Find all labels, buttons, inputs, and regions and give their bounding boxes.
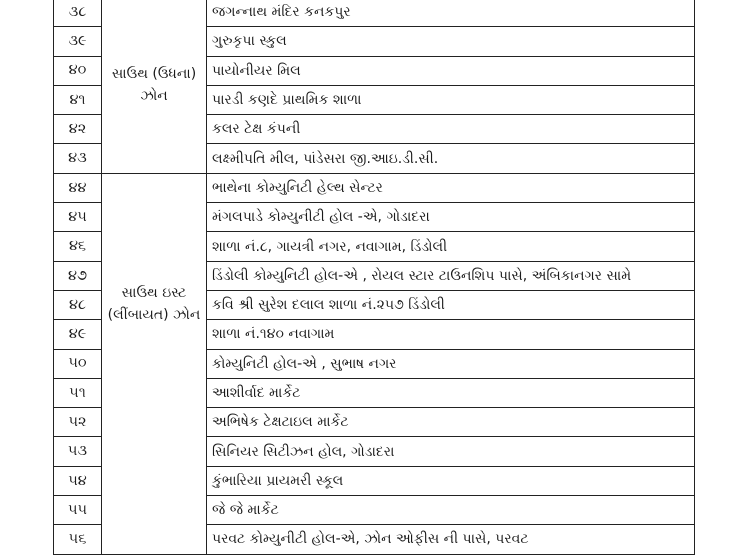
place-name: ડિંડોલી કોમ્યુનિટી હોલ-એ , રોયલ સ્ટાર ટાઉનશિપ પાસે, અંબિકાનગર સામે xyxy=(207,261,695,290)
row-number: ૪૬ xyxy=(54,232,102,261)
row-number: ૪૯ xyxy=(54,320,102,349)
zone-name: સાઉથ (ઉધના) xyxy=(111,66,197,83)
polling-locations-table xyxy=(53,0,695,555)
zone-cell-south xyxy=(102,0,207,173)
row-number: ૩૯ xyxy=(54,27,102,56)
zone-name: સાઉથ ઇસ્ટ xyxy=(121,284,187,301)
place-name: પારડી કણદે પ્રાથમિક શાળા xyxy=(207,85,695,114)
place-name: કવિ શ્રી સુરેશ દલાલ શાળા નં.૨૫૭ ડિંડોલી xyxy=(207,290,695,319)
zone-label xyxy=(108,174,201,326)
place-name: સિનિયર સિટીઝન હોલ, ગોડાદરા xyxy=(207,437,695,466)
row-number: ૫૦ xyxy=(54,349,102,378)
row-number: ૪૭ xyxy=(54,261,102,290)
row-number: ૪૪ xyxy=(54,173,102,202)
place-name: લક્ષ્મીપતિ મીલ, પાંડેસરા જી.આઇ.ડી.સી. xyxy=(207,144,695,173)
row-number: ૫૪ xyxy=(54,466,102,495)
row-number: ૪૦ xyxy=(54,56,102,85)
place-name: જગન્નાથ મંદિર કનકપુર xyxy=(207,0,695,27)
row-number: ૫૧ xyxy=(54,378,102,407)
row-number: ૪૩ xyxy=(54,144,102,173)
row-number: ૪૨ xyxy=(54,115,102,144)
zone-suffix: ઝોન xyxy=(140,88,168,105)
table-body xyxy=(54,0,695,554)
zone-label xyxy=(112,63,196,107)
row-number: ૪૧ xyxy=(54,85,102,114)
place-name: પરવટ કોમ્યુનીટી હોલ-એ, ઝોન ઓફીસ ની પાસે, પરવટ xyxy=(207,525,695,554)
place-name: આશીર્વાદ માર્કેટ xyxy=(207,378,695,407)
row-number: ૫૫ xyxy=(54,496,102,525)
row-number: ૪૮ xyxy=(54,290,102,319)
table-row xyxy=(54,173,695,202)
place-name: કલર ટેક્ષ કંપની xyxy=(207,115,695,144)
zone-cell-south-east xyxy=(102,173,207,554)
place-name: શાળા નં.૮, ગાયત્રી નગર, નવાગામ, ડિંડોલી xyxy=(207,232,695,261)
place-name: ભાથેના કોમ્યુનિટી હેલ્થ સેન્ટર xyxy=(207,173,695,202)
row-number: ૫૨ xyxy=(54,408,102,437)
place-name: અભિષેક ટેક્ષટાઇલ માર્કેટ xyxy=(207,408,695,437)
zone-suffix: (લીંબાયત) ઝોન xyxy=(107,306,201,323)
row-number: ૫૬ xyxy=(54,525,102,554)
place-name: શાળા નં.૧૪૦ નવાગામ xyxy=(207,320,695,349)
row-number: ૪૫ xyxy=(54,203,102,232)
place-name: જે જે માર્કેટ xyxy=(207,496,695,525)
place-name: કુંભારિયા પ્રાયમરી સ્કૂલ xyxy=(207,466,695,495)
place-name: કોમ્યુનિટી હોલ-એ , સુભાષ નગર xyxy=(207,349,695,378)
table-row xyxy=(54,0,695,27)
row-number: ૩૮ xyxy=(54,0,102,27)
place-name: ગુરુકૃપા સ્કુલ xyxy=(207,27,695,56)
place-name: મંગલપાડે કોમ્યુનીટી હોલ -એ, ગોડાદરા xyxy=(207,203,695,232)
place-name: પાયોનીયર મિલ xyxy=(207,56,695,85)
row-number: ૫૩ xyxy=(54,437,102,466)
